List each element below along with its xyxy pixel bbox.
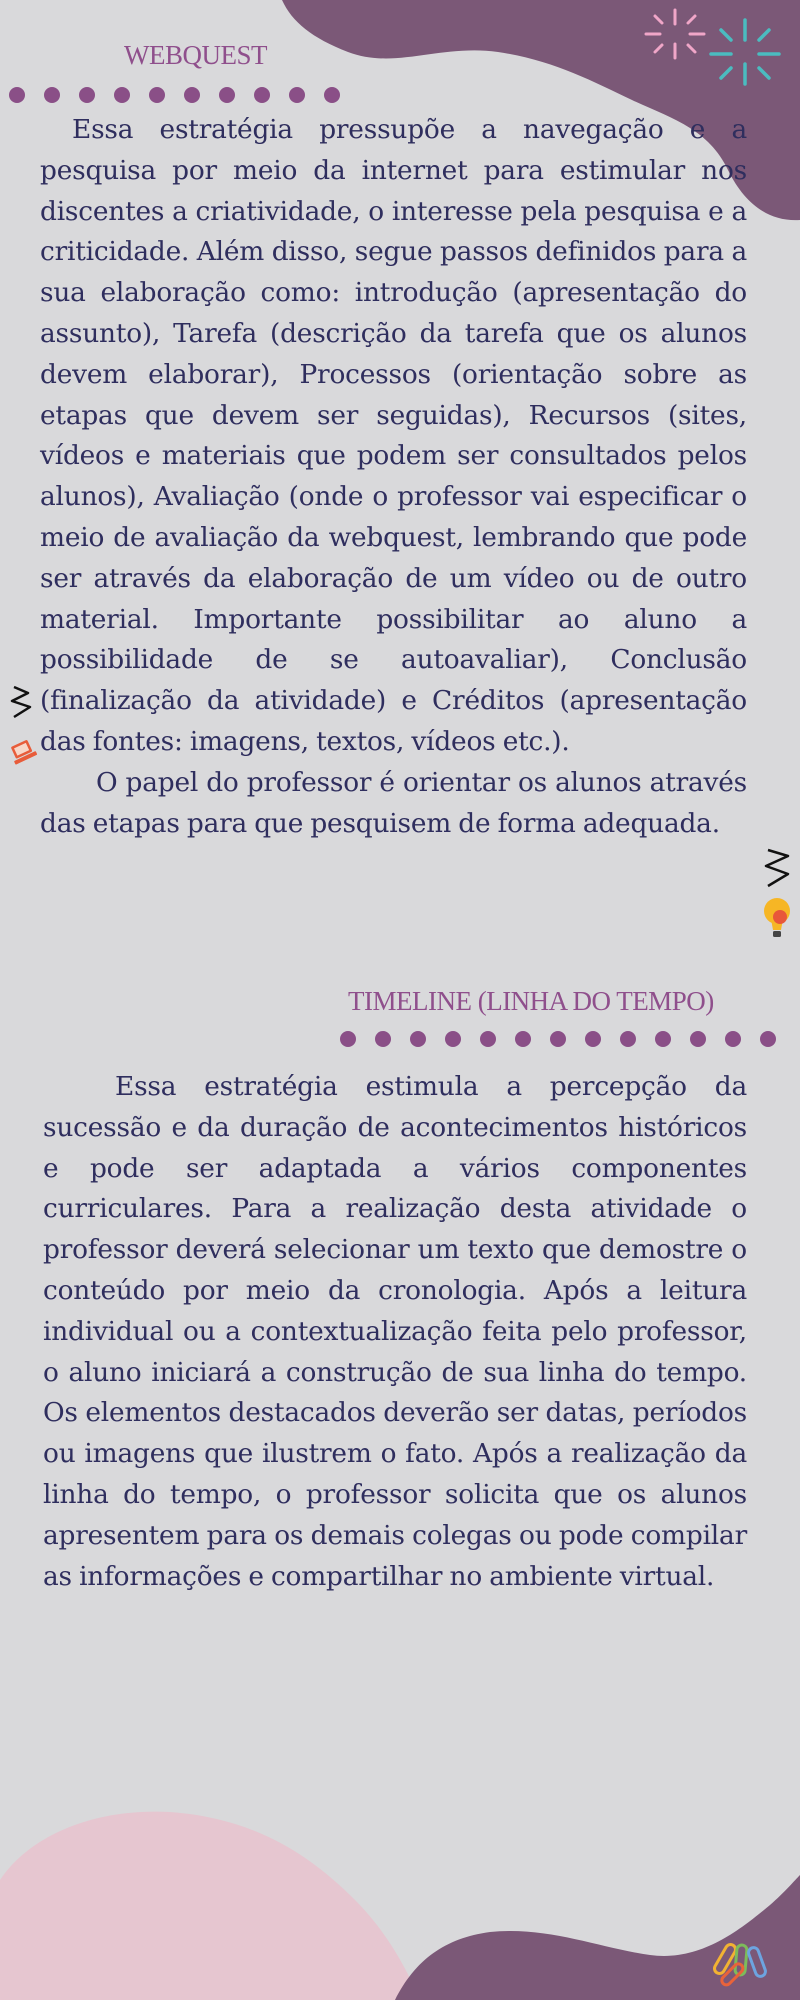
timeline-heading: TIMELINE (LINHA DO TEMPO) — [348, 986, 714, 1016]
dot — [324, 87, 340, 103]
dot — [550, 1031, 566, 1047]
timeline-body — [43, 1067, 747, 1597]
dot — [9, 87, 25, 103]
webquest-paragraph-1: Essa estratégia pressupõe a navegação e a pesquisa por meio da internet para estimular nos discentes a criatividade, o interesse pela pesquisa e a criticidade. Além disso, segue passos definidos para a sua elaboração como: introdução (apresentação do assunto), Tarefa (descrição da tarefa que os alunos devem elaborar), Processos (orientação sobre as etapas que devem ser seguidas), Recursos (sites, vídeos e materiais que podem ser consultados pelos alunos), Avaliação (onde o professor vai especificar o meio de avaliação da webquest, lembrando que pode ser através da elaboração de um vídeo ou de outro material. Importante possibilitar ao aluno a possibilidade de se autoavaliar), Conclusão (finalização da atividade) e Créditos (apresentação das fontes: imagens, textos, vídeos etc.). — [40, 114, 747, 757]
timeline-dot-row — [340, 1031, 776, 1047]
bottom-left-pink-blob — [0, 1812, 420, 2000]
squiggle-icon — [758, 846, 794, 892]
dot — [254, 87, 270, 103]
dot — [410, 1031, 426, 1047]
dot — [114, 87, 130, 103]
laptop-icon — [8, 736, 40, 768]
timeline-paragraph: Essa estratégia estimula a percepção da sucessão e da duração de acontecimentos históricos e pode ser adaptada a vários componentes curriculares. Para a realização desta atividade o professor deverá selecionar um texto que demostre o conteúdo por meio da cronologia. Após a leitura individual ou a contextualização feita pelo professor, o aluno iniciará a construção de sua linha do tempo. Os elementos destacados deverão ser datas, períodos ou imagens que ilustrem o fato. Após a realização da linha do tempo, o professor solicita que os alunos apresentem para os demais colegas ou pode compilar as informações e compartilhar no ambiente virtual. — [43, 1071, 747, 1592]
dot — [79, 87, 95, 103]
sparkle-icon — [705, 16, 785, 96]
dot — [690, 1031, 706, 1047]
dot — [480, 1031, 496, 1047]
dot — [725, 1031, 741, 1047]
lightbulb-icon — [758, 893, 798, 943]
webquest-body — [40, 110, 747, 844]
sparkle-icon — [640, 4, 710, 74]
dot — [375, 1031, 391, 1047]
squiggle-icon — [6, 683, 36, 723]
webquest-paragraph-2: O papel do professor é orientar os alunos através das etapas para que pesquisem de forma adequada. — [40, 766, 747, 839]
dot — [44, 87, 60, 103]
webquest-heading: WEBQUEST — [124, 40, 267, 70]
dot — [760, 1031, 776, 1047]
dot — [219, 87, 235, 103]
paperclips-icon — [710, 1935, 780, 1995]
webquest-dot-row — [9, 87, 359, 103]
dot — [340, 1031, 356, 1047]
dot — [445, 1031, 461, 1047]
dot — [655, 1031, 671, 1047]
dot — [289, 87, 305, 103]
dot — [149, 87, 165, 103]
dot — [620, 1031, 636, 1047]
dot — [515, 1031, 531, 1047]
dot — [184, 87, 200, 103]
dot — [585, 1031, 601, 1047]
